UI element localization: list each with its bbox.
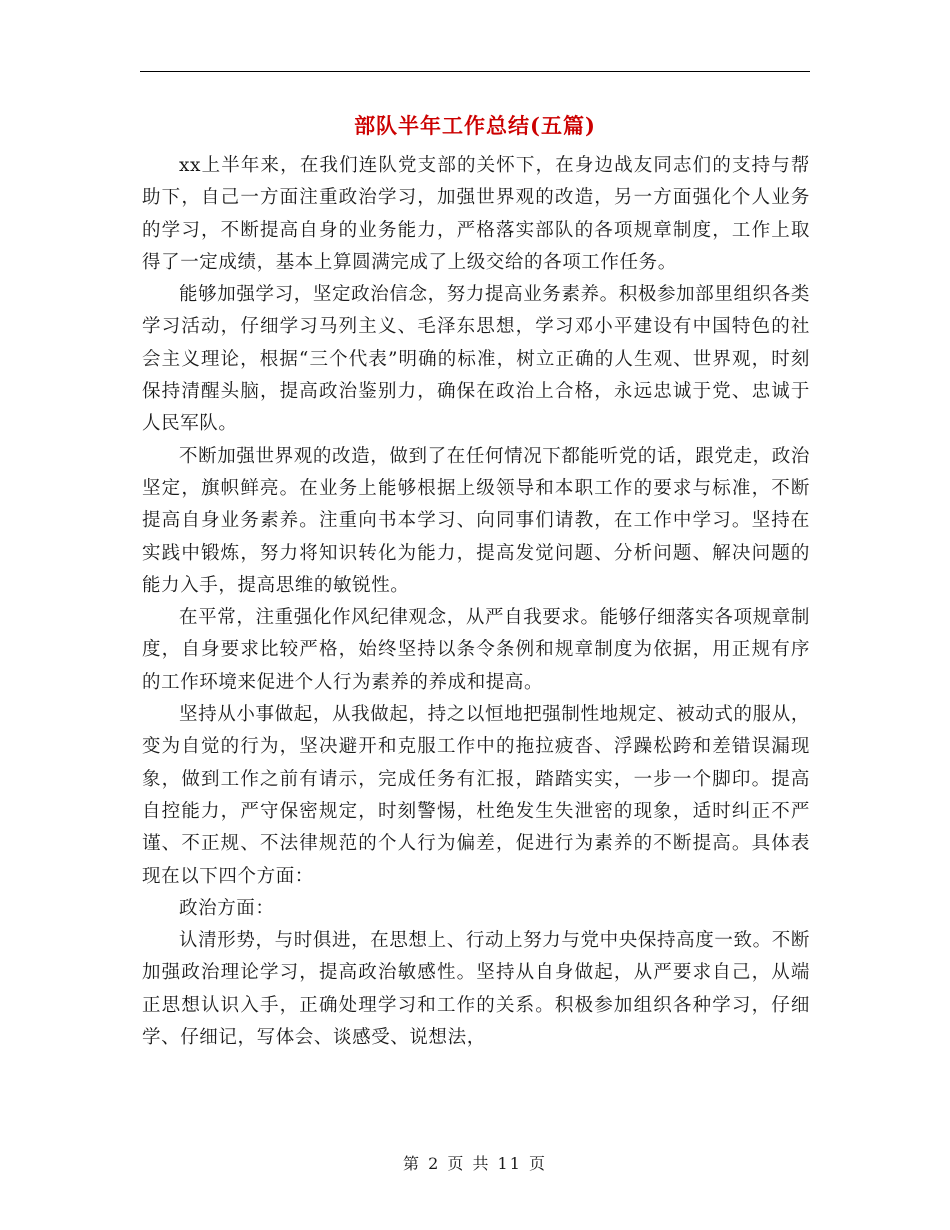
document-body — [142, 150, 810, 1054]
document-title: 部队半年工作总结(五篇) — [354, 113, 596, 138]
paragraph: xx上半年来，在我们连队党支部的关怀下，在身边战友同志们的支持与帮助下，自己一方面注重政治学习，加强世界观的改造，另一方面强化个人业务的学习，不断提高自身的业务能力，严格落实部队的各项规章制度，工作上取得了一定成绩，基本上算圆满完成了上级交给的各项工作任务。 — [142, 155, 810, 273]
page-number: 第 2 页 共 11 页 — [403, 1154, 547, 1173]
paragraph: 能够加强学习，坚定政治信念，努力提高业务素养。积极参加部里组织各类学习活动，仔细学习马列主义、毛泽东思想，学习邓小平建设有中国特色的社会主义理论，根据“三个代表”明确的标准，树立正确的人生观、世界观，时刻保持清醒头脑，提高政治鉴别力，确保在政治上合格，永远忠诚于党、忠诚于人民军队。 — [142, 284, 810, 435]
paragraph: 在平常，注重强化作风纪律观念，从严自我要求。能够仔细落实各项规章制度，自身要求比较严格，始终坚持以条令条例和规章制度为依据，用正规有序的工作环境来促进个人行为素养的养成和提高。 — [142, 607, 810, 693]
paragraph: 坚持从小事做起，从我做起，持之以恒地把强制性地规定、被动式的服从，变为自觉的行为，坚决避开和克服工作中的拖拉疲沓、浮躁松跨和差错误漏现象，做到工作之前有请示，完成任务有汇报，踏踏实实，一步一个脚印。提高自控能力，严守保密规定，时刻警惕，杜绝发生失泄密的现象，适时纠正不严谨、不正规、不法律规范的个人行为偏差，促进行为素养的不断提高。具体表现在以下四个方面： — [142, 704, 810, 887]
paragraph: 认清形势，与时俱进，在思想上、行动上努力与党中央保持高度一致。不断加强政治理论学习，提高政治敏感性。坚持从自身做起，从严要求自己，从端正思想认识入手，正确处理学习和工作的关系。积极参加组织各种学习，仔细学、仔细记，写体会、谈感受、说想法， — [142, 930, 810, 1049]
section-heading: 政治方面： — [179, 897, 275, 919]
header-rule — [140, 71, 810, 72]
paragraph: 不断加强世界观的改造，做到了在任何情况下都能听党的话，跟党走，政治坚定，旗帜鲜亮。在业务上能够根据上级领导和本职工作的要求与标准，不断提高自身业务素养。注重向书本学习、向同事们请教，在工作中学习。坚持在实践中锻炼，努力将知识转化为能力，提高发觉问题、分析问题、解决问题的能力入手，提高思维的敏锐性。 — [142, 445, 810, 596]
